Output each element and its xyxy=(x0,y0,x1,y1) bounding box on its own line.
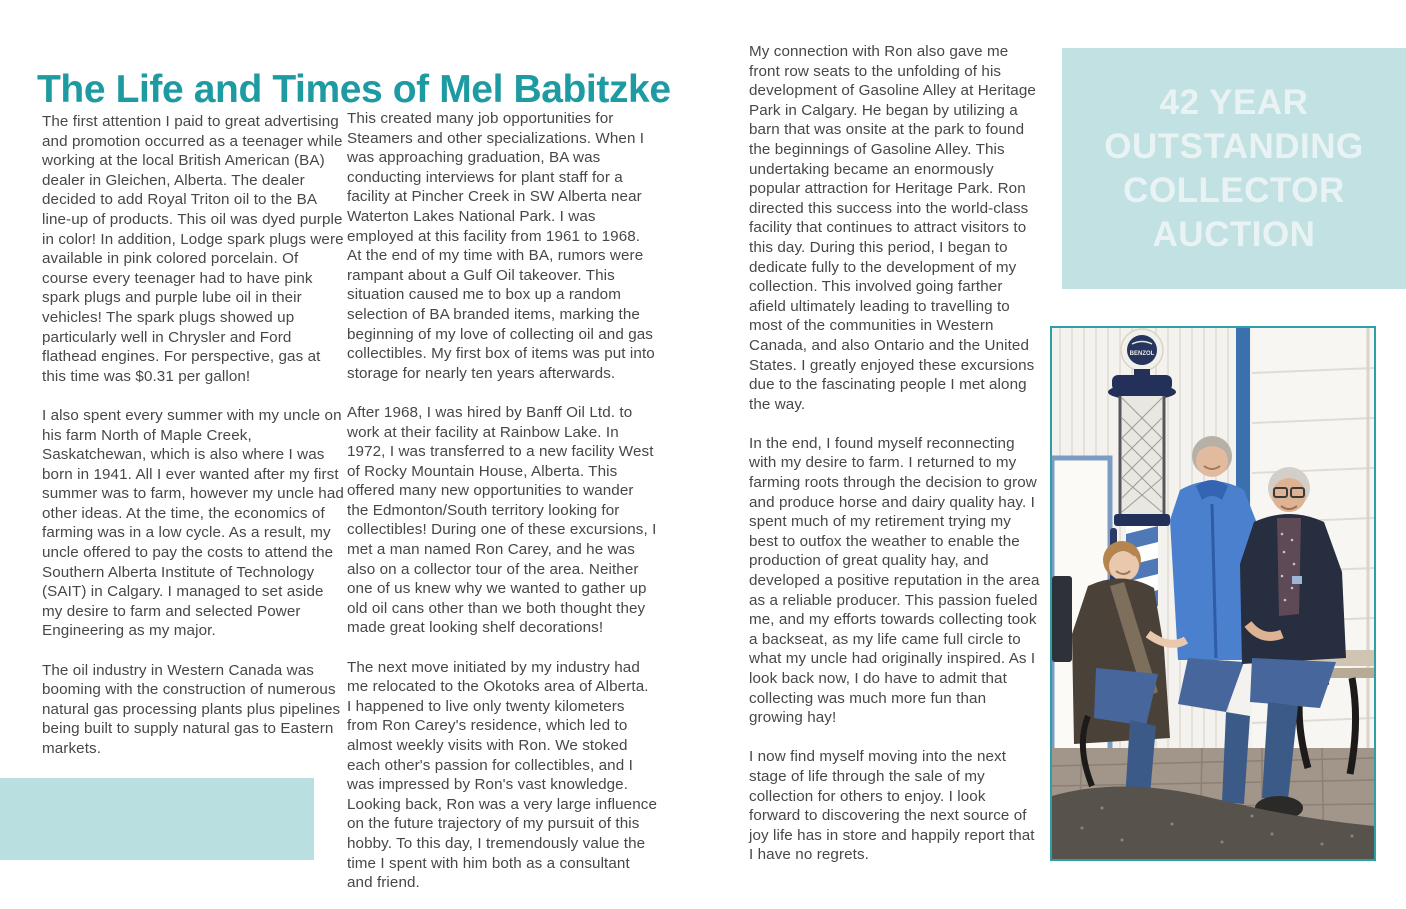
photo-illustration xyxy=(1052,328,1374,859)
paragraph: I now find myself moving into the next stage of life through the sale of my collection for others to enjoy. I look forward to discovering the next source of joy life has in store and happily report that I have no regrets. xyxy=(749,748,1035,864)
paragraph: I also spent every summer with my uncle on his farm North of Maple Creek, Saskatchewan, which is also where I was born in 1941. All I ever wanted after my first summer was to farm, however my uncle had other ideas. At the time, the economics of farming was in a low cycle. As a result, my uncle offered to pay the costs to attend the Southern Alberta Institute of Technology (SAIT) in Calgary. I managed to set aside my desire to farm and selected Power Engineering as my major. xyxy=(42,406,344,640)
paragraph: In the end, I found myself reconnecting with my desire to farm. I returned to my farming roots through the decision to grow and produce horse and dairy quality hay. I spent much of my retirement trying my best to outfox the weather to enable the production of great quality hay, and developed a positive reputation in the area as a reliable producer. This passion fueled me, and my efforts towards collecting took a backseat, as my life came full circle to what my uncle had originally inspired. As I look back now, I do have to admit that collecting was much more fun than growing hay! xyxy=(749,434,1040,727)
paragraph: My connection with Ron also gave me front row seats to the unfolding of his development of Gasoline Alley at Heritage Park in Calgary. He began by utilizing a barn that was onsite at the park to found the beginnings of Gasoline Alley. This undertaking became an enormously popular attraction for Heritage Park. Ron directed this success into the world-class facility that continues to attract visitors to this day. During this period, I began to dedicate fully to the development of my collection. This involved going farther afield ultimately leading to travelling to most of the communities in Western Canada, and also Ontario and the United States. I greatly enjoyed these excursions due to the fascinating people I met along the way. xyxy=(749,43,1036,413)
article-column-1 xyxy=(42,112,344,778)
page-title: The Life and Times of Mel Babitzke xyxy=(37,68,671,112)
article-column-3 xyxy=(749,42,1041,885)
callout-line: COLLECTOR xyxy=(1123,170,1345,210)
paragraph: The oil industry in Western Canada was booming with the construction of numerous natural gas processing plants plus pipelines being built to supply natural gas to Eastern markets. xyxy=(42,661,341,757)
auction-callout-box xyxy=(1062,48,1406,289)
callout-line: OUTSTANDING xyxy=(1104,126,1364,166)
globe-label: BENZOL xyxy=(1129,351,1155,357)
callout-line: 42 YEAR xyxy=(1159,82,1309,122)
accent-bar xyxy=(0,778,314,860)
paragraph: The next move initiated by my industry had me relocated to the Okotoks area of Alberta. I happened to live only twenty kilometers from Ron Carey's residence, which led to almost weekly visits with Ron. We stoked each other's passion for collectibles, and I was impressed by Ron's vast knowledge. Looking back, Ron was a very large influence on the future trajectory of my pursuit of this hobby. To this day, I tremendously value the time I spent with him both as a consultant and friend. xyxy=(347,658,658,892)
article-column-2 xyxy=(347,109,657,909)
callout-line: AUCTION xyxy=(1152,214,1316,254)
paragraph: The first attention I paid to great advertising and promotion occurred as a teenager while working at the local British American (BA) dealer in Gleichen, Alberta. The dealer decided to add Royal Triton oil to the BA line-up of products. This oil was dyed purple in color! In addition, Lodge spark plugs were available in pink colored porcelain. Of course every teenager had to have pink spark plugs and purple lube oil in their vehicles! The spark plugs showed up particularly well in Chrysler and Ford flathead engines. For perspective, gas at this time was $0.31 per gallon! xyxy=(42,113,344,385)
paragraph: This created many job opportunities for Steamers and other specializations. When I was approaching graduation, BA was conducting interviews for plant staff for a facility at Pincher Creek in SW Alberta near Waterton Lakes National Park. I was employed at this facility from 1961 to 1968. At the end of my time with BA, rumors were rampant about a Gulf Oil takeover. This situation caused me to box up a random selection of BA branded items, marking the beginning of my love of collecting oil and gas collectibles. My first box of items was put into storage for nearly ten years afterwards. xyxy=(347,110,655,382)
collectors-photo xyxy=(1050,326,1376,861)
paragraph: After 1968, I was hired by Banff Oil Ltd. to work at their facility at Rainbow Lake. In 1972, I was transferred to a new facility West of Rocky Mountain House, Alberta. This offered many new opportunities to wander the Edmonton/South territory looking for collectibles! During one of these excursions, I met a man named Ron Carey, and he was also on a collector tour of the area. Neither one of us knew why we wanted to gather up old oil cans other than we both thought they made great looking shelf decorations! xyxy=(347,403,657,637)
